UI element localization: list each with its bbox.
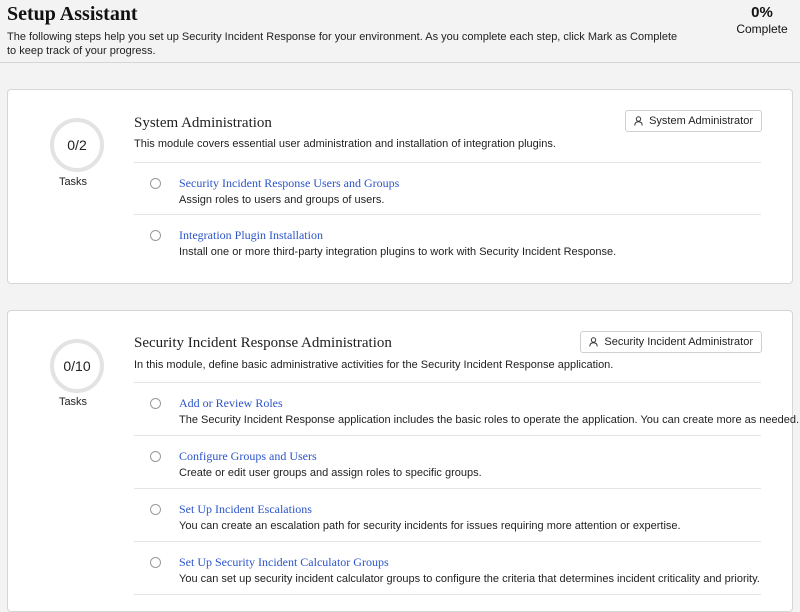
module-progress-ring: 0/2: [50, 118, 104, 172]
module-system-administration: [7, 89, 793, 284]
divider: [134, 382, 761, 383]
role-label: Security Incident Administrator: [604, 336, 753, 348]
setup-header: [0, 0, 800, 63]
module-security-incident-response-administration: [7, 310, 800, 612]
task-checkbox[interactable]: [150, 451, 161, 462]
module-description: In this module, define basic administrative activities for the Security Incident Response application.: [134, 359, 614, 371]
page-description: The following steps help you set up Security Incident Response for your environment. As you complete each step, click Mark as Complete to keep track of your progress.: [7, 31, 678, 57]
user-icon: [634, 116, 643, 126]
role-label: System Administrator: [649, 115, 753, 127]
divider: [134, 162, 761, 163]
divider: [134, 594, 761, 595]
task-description: The Security Incident Response application includes the basic roles to operate the application. You can create more as needed.: [179, 414, 800, 426]
task-link[interactable]: Configure Groups and Users: [179, 449, 317, 463]
task-link[interactable]: Add or Review Roles: [179, 396, 283, 410]
task-description: Assign roles to users and groups of users.: [179, 194, 385, 206]
module-title: System Administration: [134, 115, 272, 131]
task-description: You can create an escalation path for security incidents for issues requiring more attention or expertise.: [179, 520, 681, 532]
divider: [134, 488, 761, 489]
task-checkbox[interactable]: [150, 230, 161, 241]
divider: [134, 214, 761, 215]
progress-percent: 0%: [751, 4, 773, 21]
task-checkbox[interactable]: [150, 557, 161, 568]
page-title: Setup Assistant: [7, 3, 138, 25]
role-button-system-administrator[interactable]: [625, 110, 762, 132]
task-link[interactable]: Set Up Incident Escalations: [179, 502, 312, 516]
module-description: This module covers essential user administration and installation of integration plugins.: [134, 138, 556, 150]
tasks-label: Tasks: [58, 176, 88, 188]
task-link[interactable]: Security Incident Response Users and Groups: [179, 176, 400, 190]
progress-label: Complete: [736, 22, 788, 36]
divider: [134, 541, 761, 542]
task-description: Create or edit user groups and assign roles to specific groups.: [179, 467, 482, 479]
overall-progress: [732, 5, 792, 37]
task-link[interactable]: Set Up Security Incident Calculator Groups: [179, 555, 389, 569]
role-button-security-incident-administrator[interactable]: [580, 331, 762, 353]
user-icon: [589, 337, 598, 347]
divider: [134, 435, 761, 436]
module-title: Security Incident Response Administration: [134, 335, 392, 351]
task-description: You can set up security incident calculator groups to configure the criteria that determines incident criticality and priority.: [179, 573, 760, 585]
task-checkbox[interactable]: [150, 504, 161, 515]
module-progress-ring: 0/10: [50, 339, 104, 393]
task-link[interactable]: Integration Plugin Installation: [179, 228, 323, 242]
task-description: Install one or more third-party integration plugins to work with Security Incident Response.: [179, 246, 617, 258]
tasks-label: Tasks: [58, 396, 88, 408]
task-checkbox[interactable]: [150, 398, 161, 409]
task-checkbox[interactable]: [150, 178, 161, 189]
